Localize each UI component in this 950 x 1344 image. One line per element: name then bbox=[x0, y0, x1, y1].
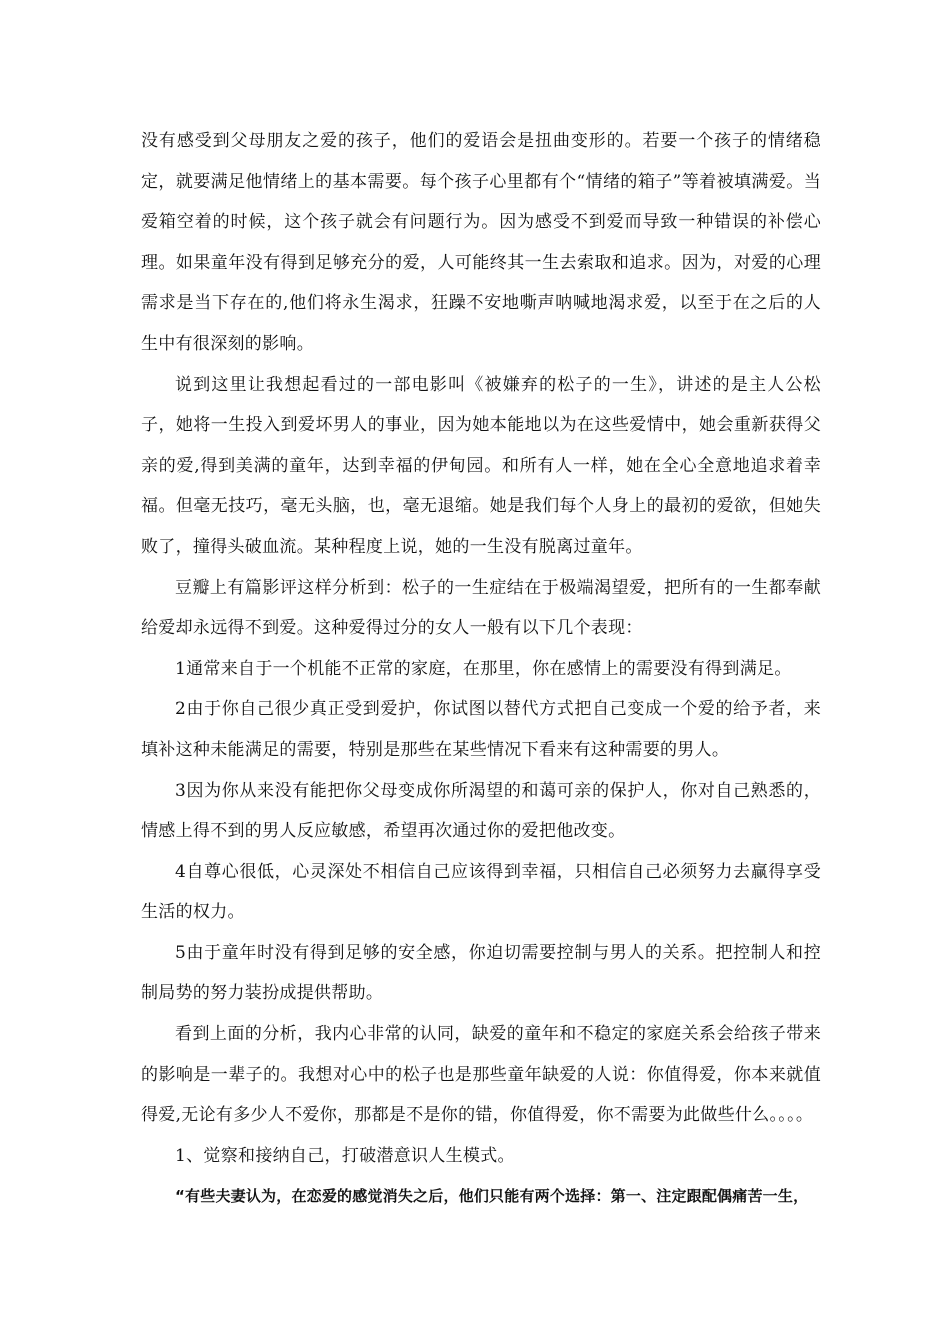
paragraph-intro: 没有感受到父母朋友之爱的孩子，他们的爱语会是扭曲变形的。若要一个孩子的情绪稳定，就要满足他情绪上的基本需要。每个孩子心里都有个“情绪的箱子”等着被填满爱。当爱箱空着的时候，这个孩子就会有问题行为。因为感受不到爱而导致一种错误的补偿心理。如果童年没有得到足够充分的爱，人可能终其一生去索取和追求。因为，对爱的心理需求是当下存在的,他们将永生渴求，狂躁不安地嘶声呐喊地渴求爱，以至于在之后的人生中有很深刻的影响。 bbox=[141, 131, 821, 354]
paragraph-movie: 说到这里让我想起看过的一部电影叫《被嫌弃的松子的一生》，讲述的是主人公松子，她将一生投入到爱坏男人的事业，因为她本能地以为在这些爱情中，她会重新获得父亲的爱,得到美满的童年，达到幸福的伊甸园。和所有人一样，她在全心全意地追求着幸福。但毫无技巧，毫无头脑，也，毫无退缩。她是我们每个人身上的最初的爱欲，但她失败了，撞得头破血流。某种程度上说，她的一生没有脱离过童年。 bbox=[141, 374, 821, 557]
paragraph-reflection: 看到上面的分析，我内心非常的认同，缺爱的童年和不稳定的家庭关系会给孩子带来的影响是一辈子的。我想对心中的松子也是那些童年缺爱的人说：你值得爱，你本来就值得爱,无论有多少人不爱你，那都是不是你的错，你值得爱，你不需要为此做些什么。。。。 bbox=[141, 1024, 821, 1126]
list-item-3: 3因为你从来没有能把你父母变成你所渴望的和蔼可亲的保护人，你对自己熟悉的，情感上得不到的男人反应敏感，希望再次通过你的爱把他改变。 bbox=[141, 780, 821, 842]
section-heading: 1、觉察和接纳自己，打破潜意识人生模式。 bbox=[175, 1145, 515, 1166]
list-item-1: 1通常来自于一个机能不正常的家庭，在那里，你在感情上的需要没有得到满足。 bbox=[175, 658, 792, 679]
list-item-4: 4自尊心很低，心灵深处不相信自己应该得到幸福，只相信自己必须努力去赢得享受生活的权力。 bbox=[141, 861, 821, 923]
document-body bbox=[141, 121, 821, 1217]
list-item-5: 5由于童年时没有得到足够的安全感，你迫切需要控制与男人的关系。把控制人和控制局势的努力装扮成提供帮助。 bbox=[141, 942, 821, 1004]
paragraph-review: 豆瓣上有篇影评这样分析到：松子的一生症结在于极端渴望爱，把所有的一生都奉献给爱却永远得不到爱。这种爱得过分的女人一般有以下几个表现： bbox=[141, 577, 821, 639]
list-item-2: 2由于你自己很少真正受到爱护，你试图以替代方式把自己变成一个爱的给予者，来填补这种未能满足的需要，特别是那些在某些情况下看来有这种需要的男人。 bbox=[141, 699, 821, 760]
quote-line: “有些夫妻认为，在恋爱的感觉消失之后，他们只能有两个选择：第一、注定跟配偶痛苦一生， bbox=[175, 1187, 809, 1206]
